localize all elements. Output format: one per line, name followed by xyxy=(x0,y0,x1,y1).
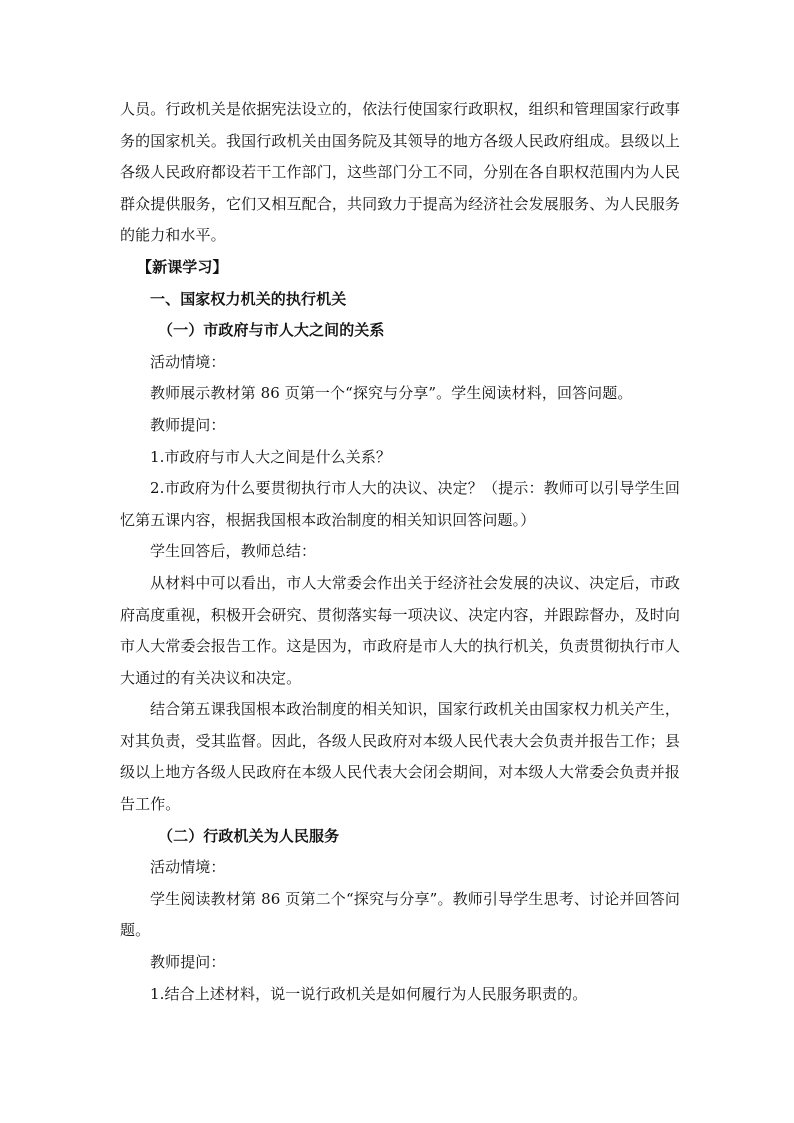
activity-scenario-label: 活动情境： xyxy=(150,352,226,371)
summary-paragraph-2: 结合第五课我国根本政治制度的相关知识，国家行政机关由国家权力机关产生，对其负责，受其监督。因此，各级人民政府对本级人民代表大会负责并报告工作；县级以上地方各级人民政府在本级人民代表大会闭会期间，对本级人大常委会负责并报告工作。 xyxy=(120,700,680,814)
question-3: 1.结合上述材料，说一说行政机关是如何履行为人民服务职责的。 xyxy=(150,984,588,1003)
teacher-question-label-2: 教师提问： xyxy=(150,953,226,972)
activity-scenario-label-2: 活动情境： xyxy=(150,858,226,877)
teacher-question-label: 教师提问： xyxy=(150,415,226,434)
question-1: 1.市政府与市人大之间是什么关系？ xyxy=(150,447,392,466)
activity-description-1: 教师展示教材第 86 页第一个“探究与分享”。学生阅读材料，回答问题。 xyxy=(150,384,633,403)
heading-executive-organ: 一、国家权力机关的执行机关 xyxy=(150,289,347,308)
activity-description-2: 学生阅读教材第 86 页第二个“探究与分享”。教师引导学生思考、讨论并回答问题。 xyxy=(120,889,680,940)
intro-paragraph: 人员。行政机关是依据宪法设立的，依法行使国家行政职权，组织和管理国家行政事务的国家机关。我国行政机关由国务院及其领导的地方各级人民政府组成。县级以上各级人民政府都设若干工作部门，这些部门分工不同，分别在各自职权范围内为人民群众提供服务，它们又相互配合，共同致力于提高为经济社会发展服务、为人民服务的能力和水平。 xyxy=(120,100,680,245)
teacher-summary-label: 学生回答后，教师总结： xyxy=(150,542,317,561)
subheading-serve-people: （二）行政机关为人民服务 xyxy=(158,826,340,845)
document-body xyxy=(120,94,680,1010)
section-label-new-lesson: 【新课学习】 xyxy=(137,257,228,276)
question-2: 2.市政府为什么要贯彻执行市人大的决议、决定？（提示：教师可以引导学生回忆第五课内容，根据我国根本政治制度的相关知识回答问题。） xyxy=(120,479,680,529)
subheading-government-congress-relation: （一）市政府与市人大之间的关系 xyxy=(158,321,385,340)
summary-paragraph-1: 从材料中可以看出，市人大常委会作出关于经济社会发展的决议、决定后，市政府高度重视，积极开会研究、贯彻落实每一项决议、决定内容，并跟踪督办，及时向市人大常委会报告工作。这是因为，市政府是市人大的执行机关，负责贯彻执行市人大通过的有关决议和决定。 xyxy=(120,573,680,687)
